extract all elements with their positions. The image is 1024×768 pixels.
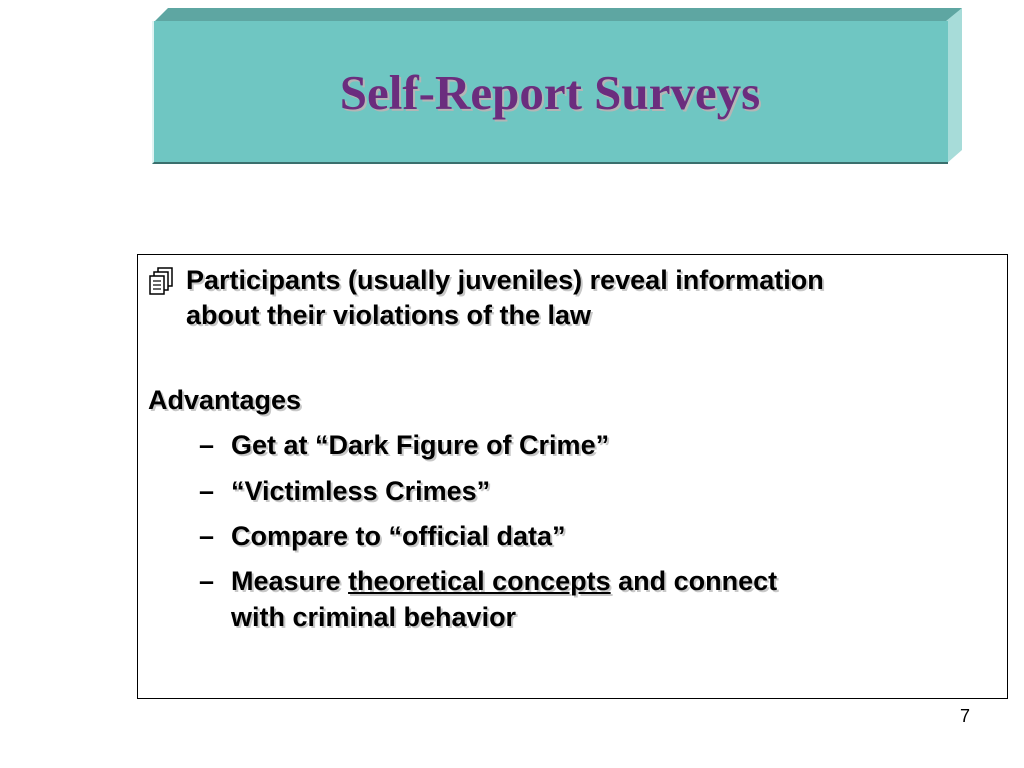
measure-text: Measure <box>231 566 349 596</box>
slide-title: Self-Report Surveys <box>339 65 761 120</box>
intro-line-2: about their violations of the law <box>186 300 592 330</box>
list-item-measure-line2: with criminal behavior <box>231 602 517 632</box>
title-banner-top-face <box>154 8 962 22</box>
title-banner-side-face <box>946 8 962 164</box>
list-dash: – <box>199 476 215 506</box>
theoretical-concepts-underlined: theoretical concepts <box>348 566 611 596</box>
list-dash: – <box>199 430 215 460</box>
document-stack-icon <box>148 266 176 296</box>
list-item-measure <box>231 563 777 599</box>
list-item: “Victimless Crimes” <box>231 476 491 506</box>
advantages-heading: Advantages <box>148 385 302 415</box>
intro-line-1: Participants (usually juveniles) reveal information <box>186 265 824 295</box>
page-number: 7 <box>959 706 970 726</box>
list-dash: – <box>199 566 215 596</box>
connect-text: and connect <box>610 566 778 596</box>
list-dash: – <box>199 521 215 551</box>
list-item: Compare to “official data” <box>231 521 566 551</box>
list-item: Get at “Dark Figure of Crime” <box>231 430 610 460</box>
